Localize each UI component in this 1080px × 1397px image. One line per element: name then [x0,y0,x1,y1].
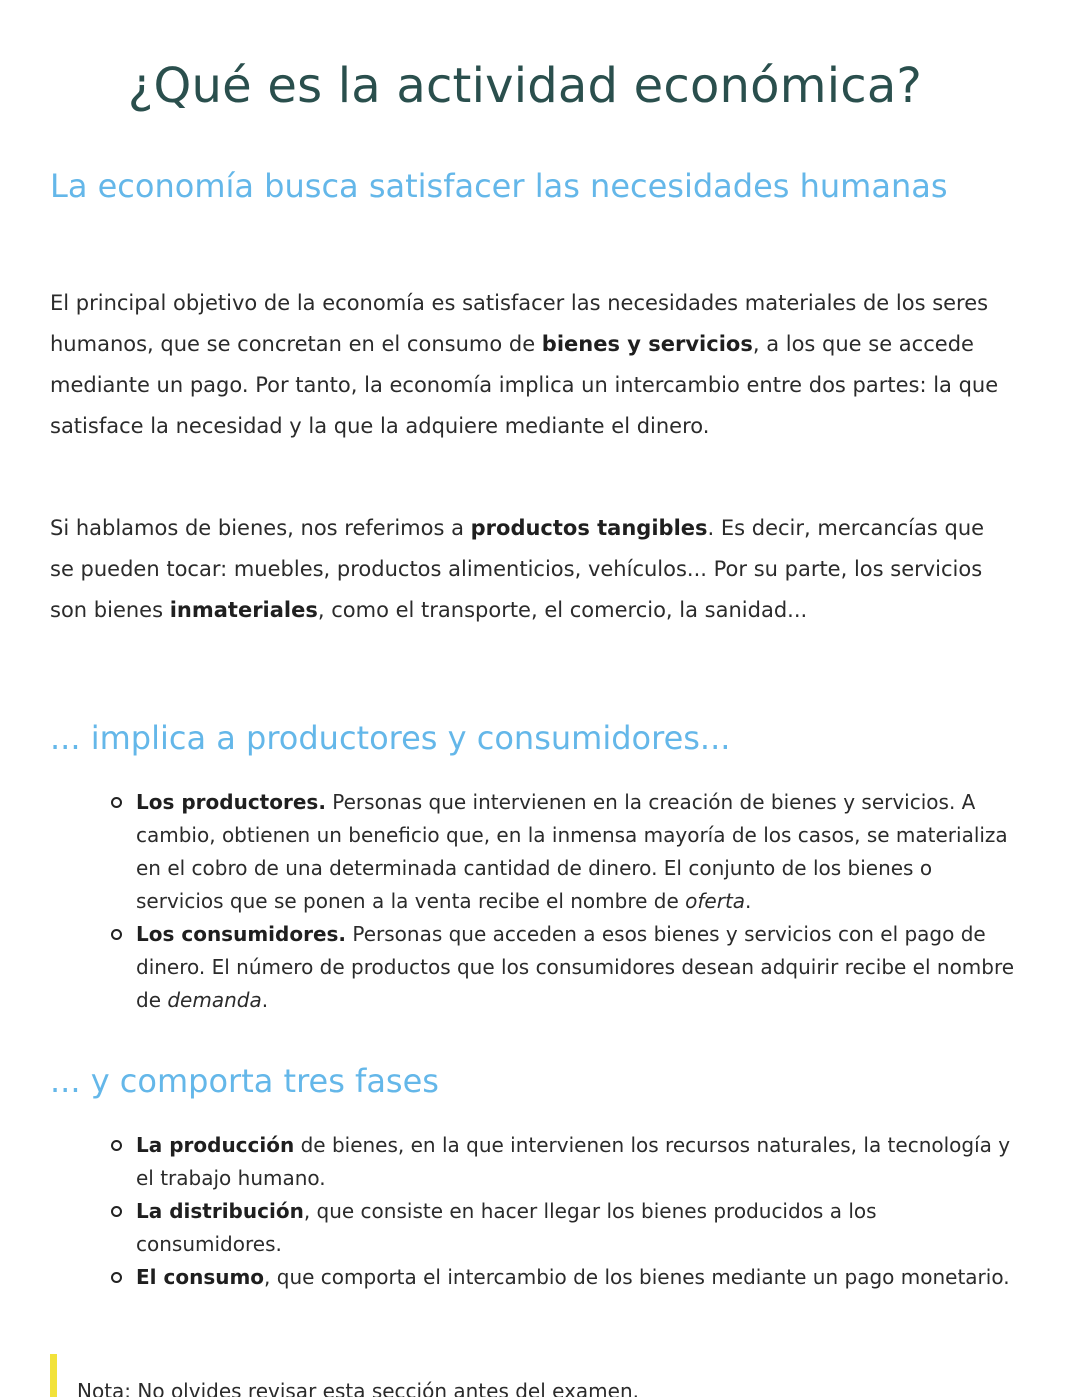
paragraph-text: . Es decir, mercancías que se pueden tocar: muebles, productos alimenticios, vehículos... Por su parte, los servicios son bienes [50,516,985,622]
list-item-end: . [261,988,269,1012]
list-item-text: , que consiste en hacer llegar los bienes producidos a los consumidores. [136,1199,877,1256]
list-item-emphasis: demanda [167,988,262,1012]
circle-bullet-icon [111,1272,122,1283]
list-item [136,1129,1016,1195]
list-item-text: Personas que intervienen en la creación de bienes y servicios. A cambio, obtienen un beneficio que, en la inmensa mayoría de los casos, se materializa en el cobro de una determinada cantidad de dinero. El conjunto de los bienes o servicios que se ponen a la venta recibe el nombre de [136,790,1008,913]
circle-bullet-icon [111,797,122,808]
note-callout [50,1354,1017,1397]
list-item-term: El consumo [136,1265,265,1289]
circle-bullet-icon [111,1140,122,1151]
phases-list [136,1129,1016,1294]
paragraph-text: , a los que se accede mediante un pago. Por tanto, la economía implica un intercambio entre dos partes: la que satisface la necesidad y la que la adquiere mediante el dinero. [50,332,999,438]
paragraph-text: Si hablamos de bienes, nos referimos a [50,516,471,540]
section-heading-actors: ... implica a productores y consumidores... [50,719,731,757]
paragraph-objective [50,283,1010,447]
list-item [136,1261,1016,1294]
paragraph-goods [50,508,1010,631]
circle-bullet-icon [111,929,122,940]
list-item [136,786,1016,918]
list-item [136,918,1016,1017]
section-heading-phases: ... y comporta tres fases [50,1062,439,1100]
list-item-text: , que comporta el intercambio de los bienes mediante un pago monetario. [264,1265,1010,1289]
bold-term: inmateriales [169,598,318,622]
list-item [136,1195,1016,1261]
actors-list [136,786,1016,1017]
paragraph-text: El principal objetivo de la economía es satisfacer las necesidades materiales de los seres humanos, que se concretan en el consumo de [50,291,989,356]
list-item-emphasis: oferta [685,889,746,913]
list-item-term: La distribución [136,1199,304,1223]
bold-term: productos tangibles [470,516,708,540]
note-text: Nota: No olvides revisar esta sección antes del examen. [77,1379,640,1397]
paragraph-text: , como el transporte, el comercio, la sanidad... [317,598,808,622]
list-item-term: La producción [136,1133,295,1157]
list-item-term: Los productores. [136,790,326,814]
page-title: ¿Qué es la actividad económica? [127,58,923,114]
circle-bullet-icon [111,1206,122,1217]
list-item-term: Los consumidores. [136,922,347,946]
list-item-end: . [745,889,752,913]
bold-term: bienes y servicios [541,332,753,356]
list-item-text: Personas que acceden a esos bienes y servicios con el pago de dinero. El número de productos que los consumidores desean adquirir recibe el nombre de [136,922,1015,1012]
section-heading-needs: La economía busca satisfacer las necesidades humanas [50,167,948,205]
list-item-text: de bienes, en la que intervienen los recursos naturales, la tecnología y el trabajo humano. [136,1133,1011,1190]
